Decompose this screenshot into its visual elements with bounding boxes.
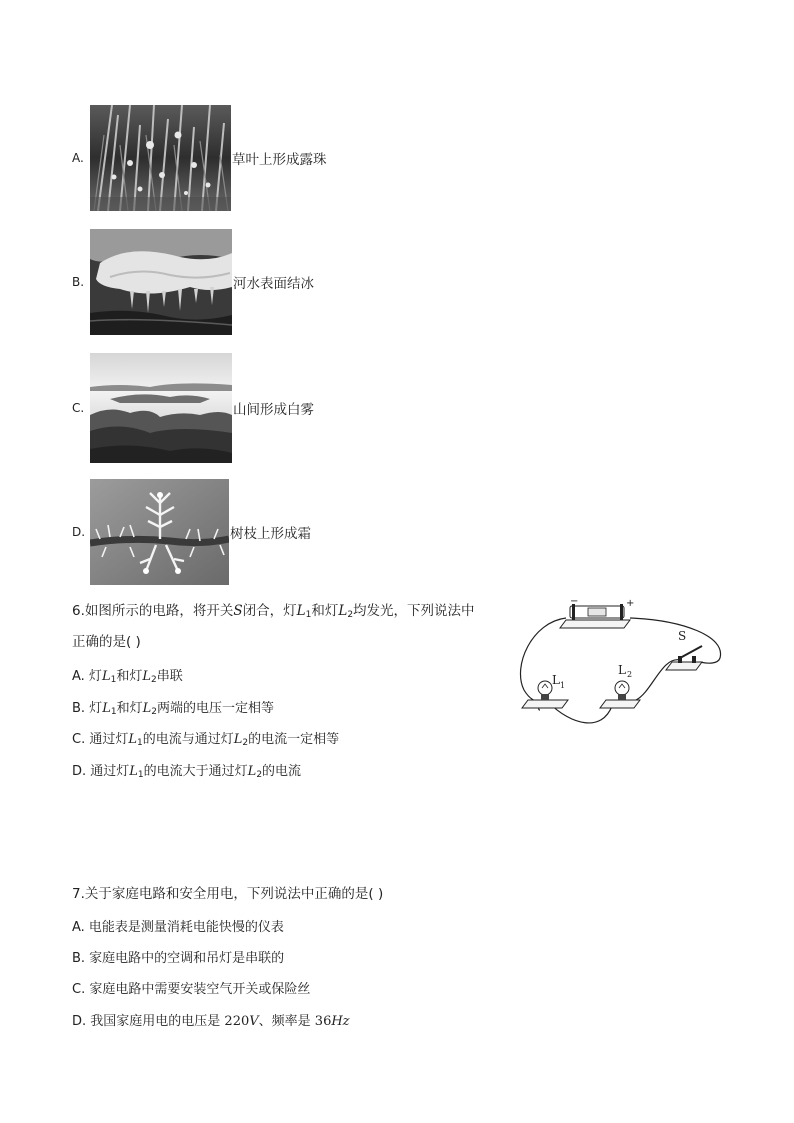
grass-dew-photo — [90, 105, 231, 211]
option-caption: 山间形成白雾 — [233, 402, 314, 418]
svg-text:1: 1 — [560, 681, 566, 690]
q6-stem-line1: 6.如图所示的电路，将开关S闭合，灯$L_1$和灯$L_2$均发光，下列说法中 — [72, 603, 475, 620]
option-caption: 草叶上形成露珠 — [232, 152, 327, 168]
battery-plus-label: + — [626, 598, 635, 609]
lamp-l2 — [600, 663, 640, 708]
option-letter: D. — [72, 525, 86, 539]
option-c[interactable] — [72, 353, 314, 463]
option-b[interactable] — [72, 229, 314, 335]
river-ice-photo — [90, 229, 232, 335]
mountain-fog-photo — [90, 353, 232, 463]
option-caption: 树枝上形成霜 — [230, 526, 311, 542]
q7-option-d[interactable]: D. 我国家庭用电的电压是 220V、频率是 36Hz — [72, 1014, 350, 1029]
switch — [666, 629, 702, 670]
lamp1-label: L — [552, 673, 560, 687]
q7-option-b[interactable]: B. 家庭电路中的空调和吊灯是串联的 — [72, 951, 285, 966]
q7-stem: 7.关于家庭电路和安全用电，下列说法中正确的是( ) — [72, 886, 384, 902]
option-d[interactable] — [72, 479, 311, 585]
q6-option-b[interactable]: B. 灯$L_1$和灯$L_2$两端的电压一定相等 — [72, 701, 274, 717]
option-a[interactable] — [72, 105, 327, 211]
battery-minus-label: − — [570, 596, 579, 607]
q6-option-c[interactable]: C. 通过灯$L_1$的电流与通过灯$L_2$的电流一定相等 — [72, 732, 340, 748]
option-letter: C. — [72, 401, 85, 415]
wire-right — [630, 618, 721, 663]
option-caption: 河水表面结冰 — [233, 276, 314, 292]
switch-symbol: S — [233, 603, 243, 619]
svg-text:2: 2 — [627, 670, 633, 679]
option-letter: A. — [72, 151, 84, 165]
switch-label: S — [678, 629, 687, 643]
option-letter: B. — [72, 275, 85, 289]
battery — [560, 596, 634, 628]
branch-frost-photo — [90, 479, 229, 585]
q7-option-c[interactable]: C. 家庭电路中需要安装空气开关或保险丝 — [72, 982, 311, 997]
circuit-diagram — [512, 596, 728, 732]
q6-option-d[interactable]: D. 通过灯$L_1$的电流大于通过灯$L_2$的电流 — [72, 764, 302, 780]
lamp2-label: L — [618, 663, 626, 677]
q6-option-a[interactable]: A. 灯$L_1$和灯$L_2$串联 — [72, 669, 183, 685]
lamp-l1 — [522, 673, 568, 708]
q6-stem-line2: 正确的是( ) — [72, 634, 141, 650]
q7-option-a[interactable]: A. 电能表是测量消耗电能快慢的仪表 — [72, 920, 284, 935]
